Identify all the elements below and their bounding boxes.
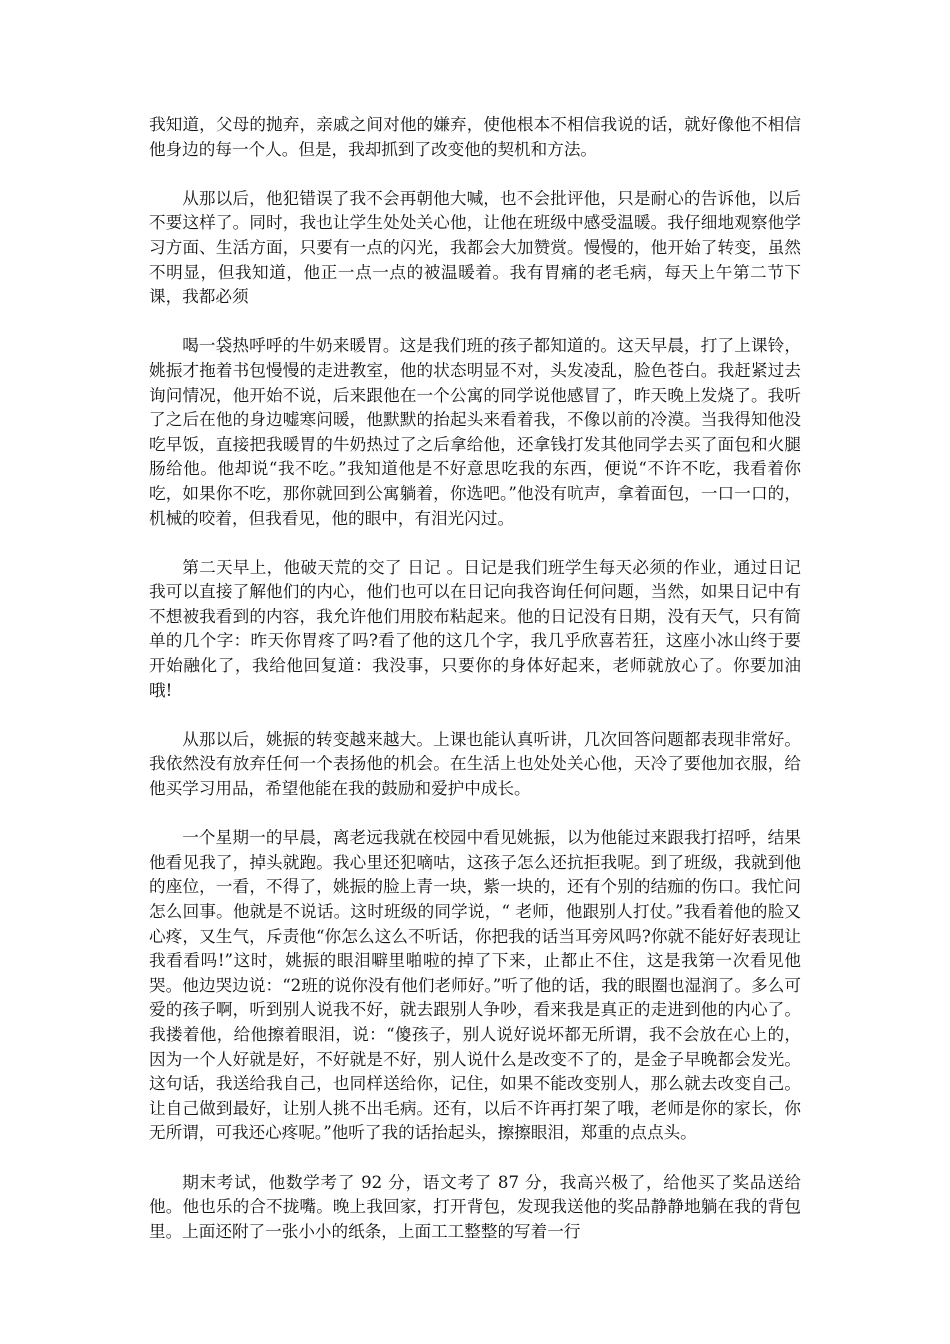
document-page [149,113,801,1244]
paragraph-3: 喝一袋热呼呼的牛奶来暖胃。这是我们班的孩子都知道的。这天早晨，打了上课铃，姚振才拖着书包慢慢的走进教室，他的状态明显不对，头发凌乱，脸色苍白。我赶紧过去询问情况，他开始不说，后来跟他在一个公寓的同学说他感冒了，昨天晚上发烧了。我听了之后在他的身边嘘寒问暖，他默默的抬起头来看着我，不像以前的冷漠。当我得知他没吃早饭，直接把我暖胃的牛奶热过了之后拿给他，还拿钱打发其他同学去买了面包和火腿肠给他。他却说“我不吃。”我知道他是不好意思吃我的东西，便说“不许不吃，我看着你吃，如果你不吃，那你就回到公寓躺着，你选吧。”他没有吭声，拿着面包，一口一口的，机械的咬着，但我看见，他的眼中，有泪光闪过。 [149,336,801,528]
paragraph-7: 期末考试，他数学考了 92 分，语文考了 87 分，我高兴极了，给他买了奖品送给他。他也乐的合不拢嘴。晚上我回家，打开背包，发现我送他的奖品静静地躺在我的背包里。上面还附了一张小小的纸条，上面工工整整的写着一行 [149,1172,801,1241]
paragraph-6: 一个星期一的早晨，离老远我就在校园中看见姚振，以为他能过来跟我打招呼，结果他看见我了，掉头就跑。我心里还犯嘀咕，这孩子怎么还抗拒我呢。到了班级，我就到他的座位，一看，不得了，姚振的脸上青一块，紫一块的，还有个别的结痂的伤口。我忙问怎么回事。他就是不说话。这时班级的同学说，“ 老师，他跟别人打仗。”我看着他的脸又心疼，又生气，斥责他“你怎么这么不听话，你把我的话当耳旁风吗?你就不能好好表现让我看看吗!”这时，姚振的眼泪噼里啪啦的掉了下来，止都止不住，这是我第一次看见他哭。他边哭边说：“2班的说你没有他们老师好。”听了他的话，我的眼圈也湿润了。多么可爱的孩子啊，听到别人说我不好，就去跟别人争吵，看来我是真正的走进到他的内心了。我搂着他，给他擦着眼泪，说：“傻孩子，别人说好说坏都无所谓，我不会放在心上的，因为一个人好就是好，不好就是不好，别人说什么是改变不了的，是金子早晚都会发光。这句话，我送给我自己，也同样送给你，记住，如果不能改变别人，那么就去改变自己。让自己做到最好，让别人挑不出毛病。还有，以后不许再打架了哦，老师是你的家长，你无所谓，可我还心疼呢。”他听了我的话抬起头，擦擦眼泪，郑重的点点头。 [149,828,801,1143]
paragraph-1: 我知道，父母的抛弃，亲戚之间对他的嫌弃，使他根本不相信我说的话，就好像他不相信他身边的每一个人。但是，我却抓到了改变他的契机和方法。 [149,115,801,159]
paragraph-5: 从那以后，姚振的转变越来越大。上课也能认真听讲，几次回答问题都表现非常好。我依然没有放弃任何一个表扬他的机会。在生活上也处处关心他，天冷了要他加衣服，给他买学习用品，希望他能在我的鼓励和爱护中成长。 [149,729,801,799]
paragraph-4: 第二天早上，他破天荒的交了 日记 。日记是我们班学生每天必须的作业，通过日记我可以直接了解他们的内心，他们也可以在日记向我咨询任何问题，当然，如果日记中有不想被我看到的内容，我允许他们用胶布粘起来。他的日记没有日期，没有天气，只有简单的几个字：昨天你胃疼了吗?看了他的这几个字，我几乎欣喜若狂，这座小冰山终于要开始融化了，我给他回复道：我没事，只要你的身体好起来，老师就放心了。你要加油哦! [149,557,801,700]
paragraph-2: 从那以后，他犯错误了我不会再朝他大喊，也不会批评他，只是耐心的告诉他，以后不要这样了。同时，我也让学生处处关心他，让他在班级中感受温暖。我仔细地观察他学习方面、生活方面，只要有一点的闪光，我都会大加赞赏。慢慢的，他开始了转变，虽然不明显，但我知道，他正一点一点的被温暖着。我有胃痛的老毛病，每天上午第二节下课，我都必须 [149,188,801,307]
